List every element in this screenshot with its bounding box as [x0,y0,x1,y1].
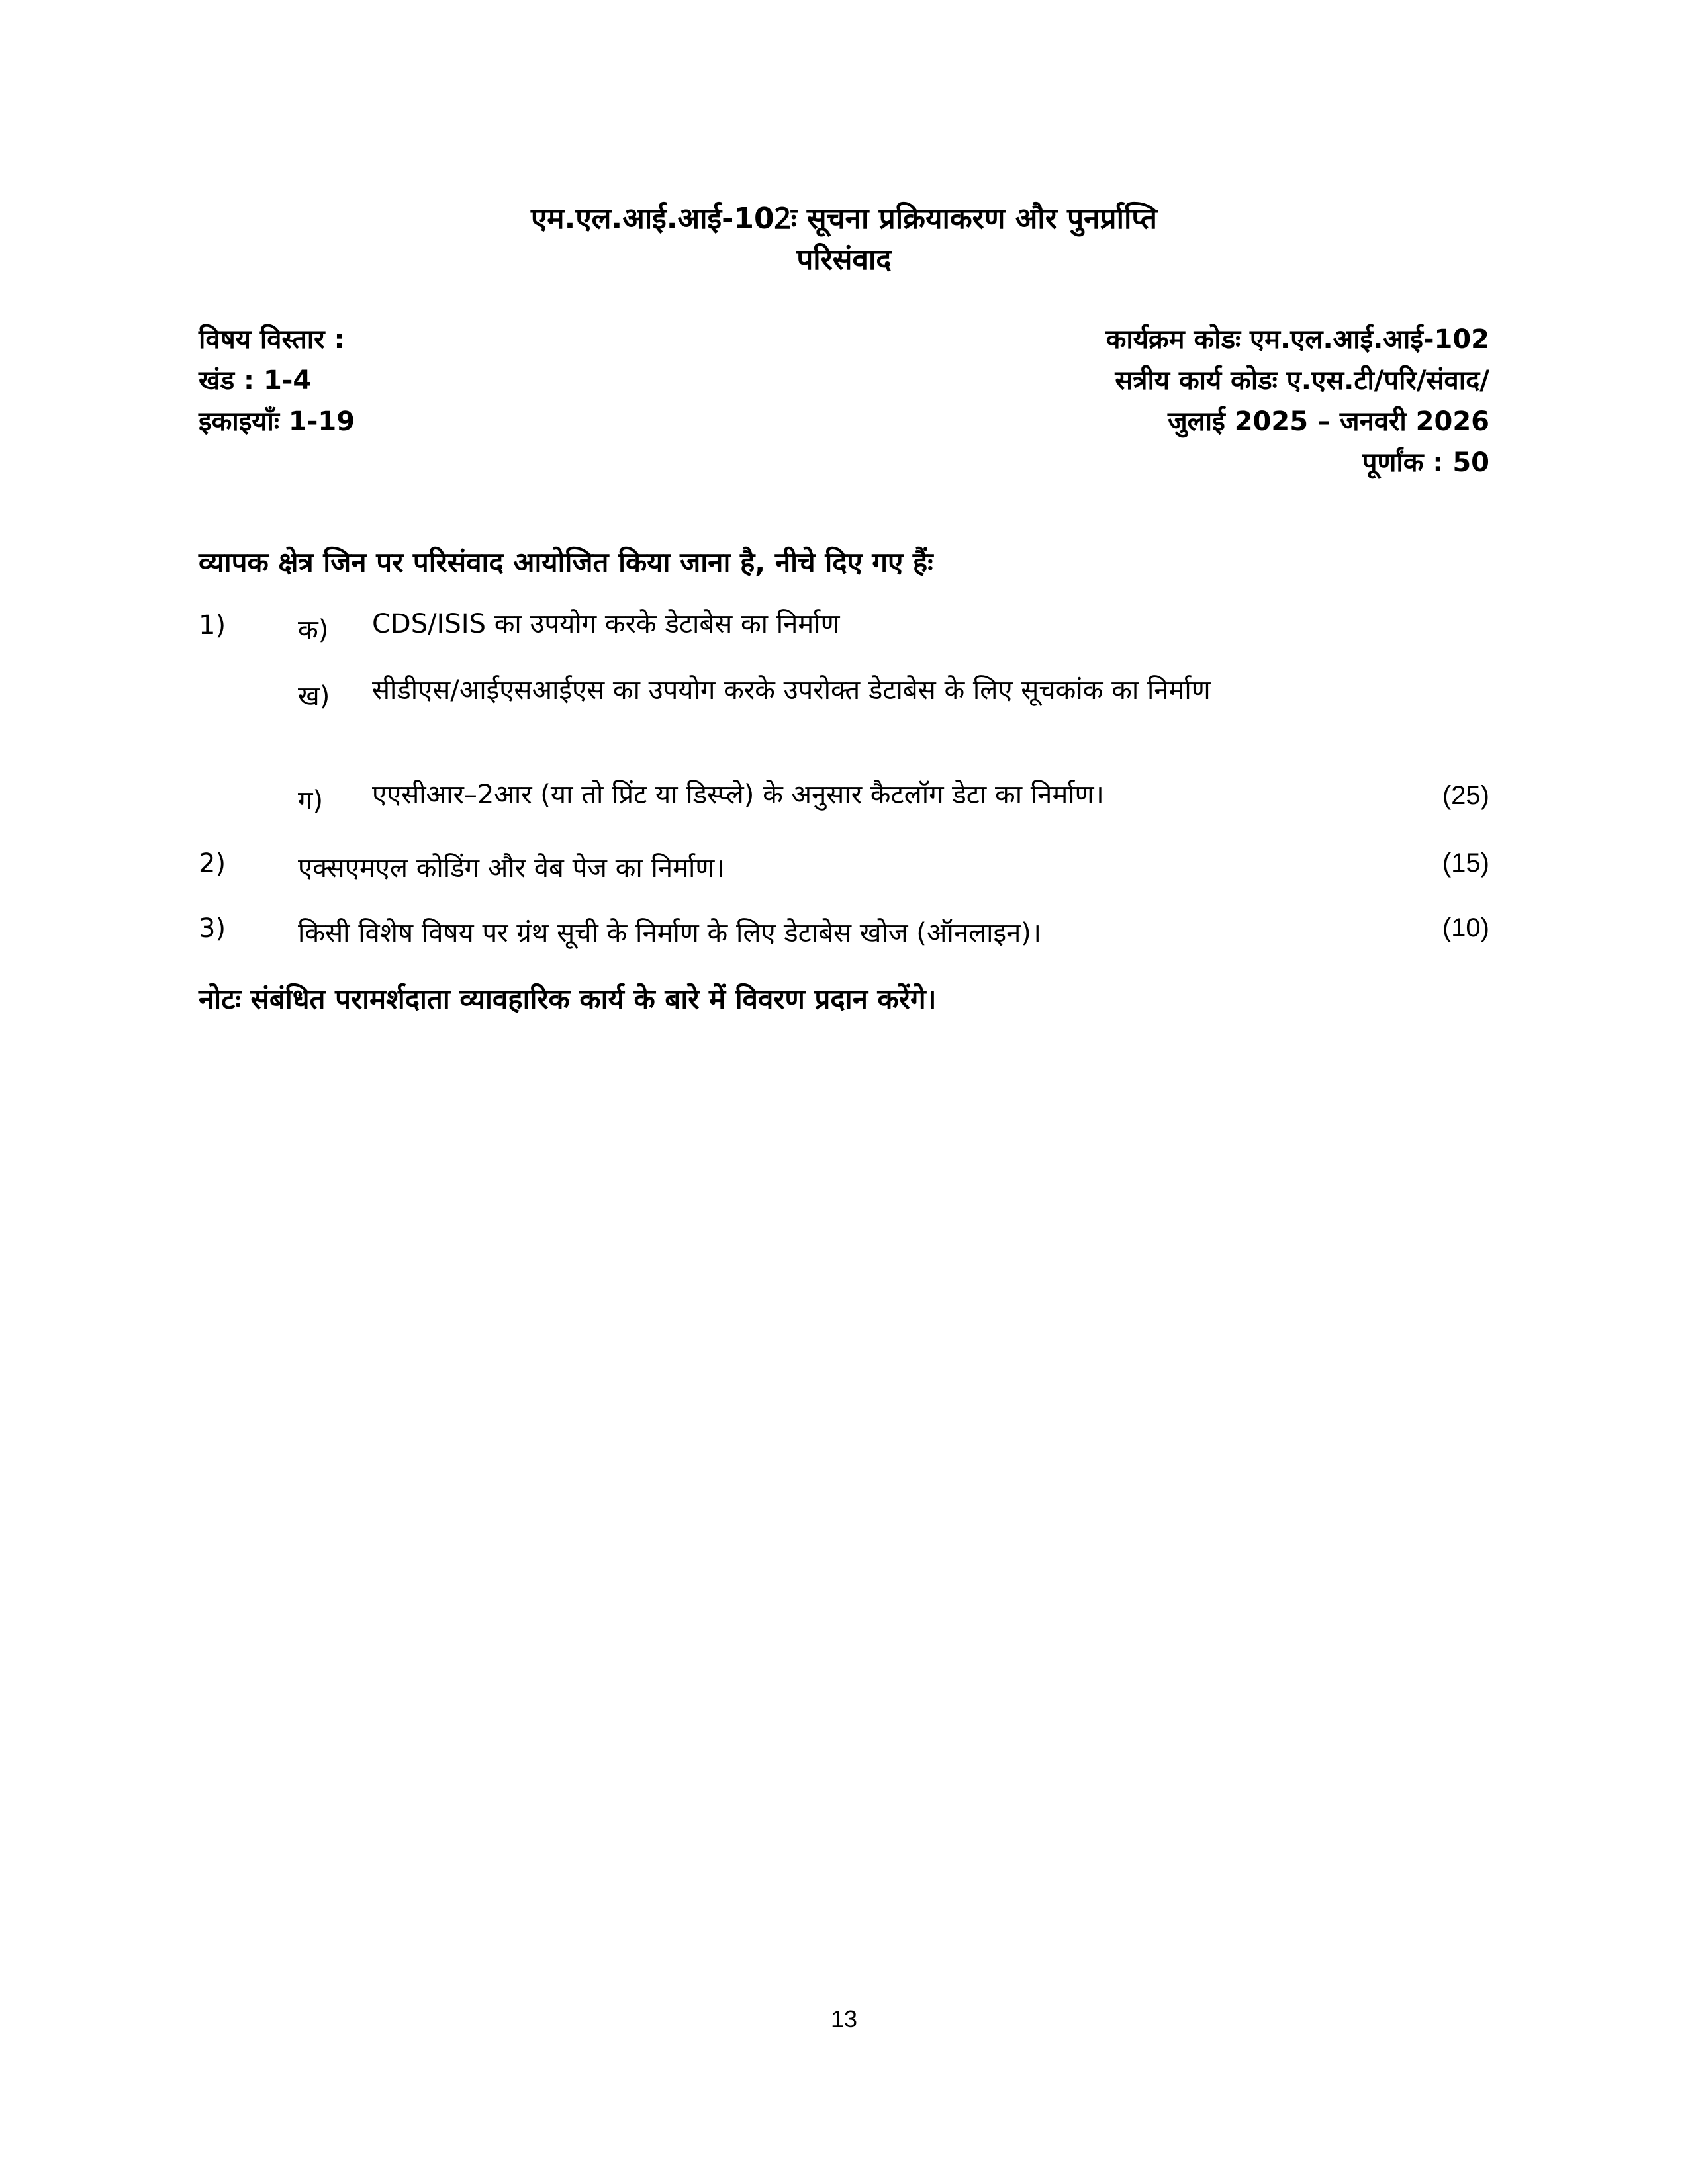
page-number: 13 [830,2005,858,2032]
marks-q2: (15) [1442,848,1489,878]
programme-code: कार्यक्रम कोडः एम.एल.आई.आई-102 [1105,324,1489,355]
subitem-text-ga: एएसीआर–2आर (या तो प्रिंट या डिस्प्ले) के अनुसार कैटलॉग डेटा का निर्माण। [372,780,1104,810]
intro-heading: व्यापक क्षेत्र जिन पर परिसंवाद आयोजित किया जाना है, नीचे दिए गए हैंः [199,546,933,578]
subitem-text-kha: सीडीएस/आईएसआईएस का उपयोग करके उपरोक्त डेटाबेस के लिए सूचकांक का निर्माण [372,675,1211,705]
subitem-label-kha: ख) [298,681,330,711]
subitem-label-ka: क) [298,615,329,645]
note-text: नोटः संबंधित परामर्शदाता व्यावहारिक कार्य के बारे में विवरण प्रदान करेंगे। [199,983,937,1015]
block-info: खंड : 1-4 [199,365,312,396]
question-number-1: 1) [199,610,226,641]
max-marks: पूर्णांक : 50 [1362,447,1489,478]
units-info: इकाइयाँः 1-19 [199,406,355,437]
document-subtitle: परिसंवाद [796,243,892,277]
course-title: एम.एल.आई.आई-102ः सूचना प्रक्रियाकरण और पुनर्प्राप्ति [530,202,1158,236]
session-period: जुलाई 2025 – जनवरी 2026 [1168,406,1489,437]
meta-left [199,319,355,442]
marks-q3: (10) [1442,913,1489,942]
question-number-2: 2) [199,848,226,879]
assignment-code: सत्रीय कार्य कोडः ए.एस.टी/परि/संवाद/ [1115,365,1489,396]
subject-scope-label: विषय विस्तार : [199,324,345,355]
question-text-2: एक्सएमएल कोडिंग और वेब पेज का निर्माण। [298,853,725,884]
subitem-label-ga: ग) [298,786,324,816]
meta-right [1106,319,1489,483]
marks-q1: (25) [1442,781,1489,810]
question-number-3: 3) [199,913,226,944]
title-block [0,199,1688,281]
subitem-text-ka: CDS/ISIS का उपयोग करके डेटाबेस का निर्माण [372,609,840,639]
question-text-3: किसी विशेष विषय पर ग्रंथ सूची के निर्माण के लिए डेटाबेस खोज (ऑनलाइन)। [298,918,1042,948]
